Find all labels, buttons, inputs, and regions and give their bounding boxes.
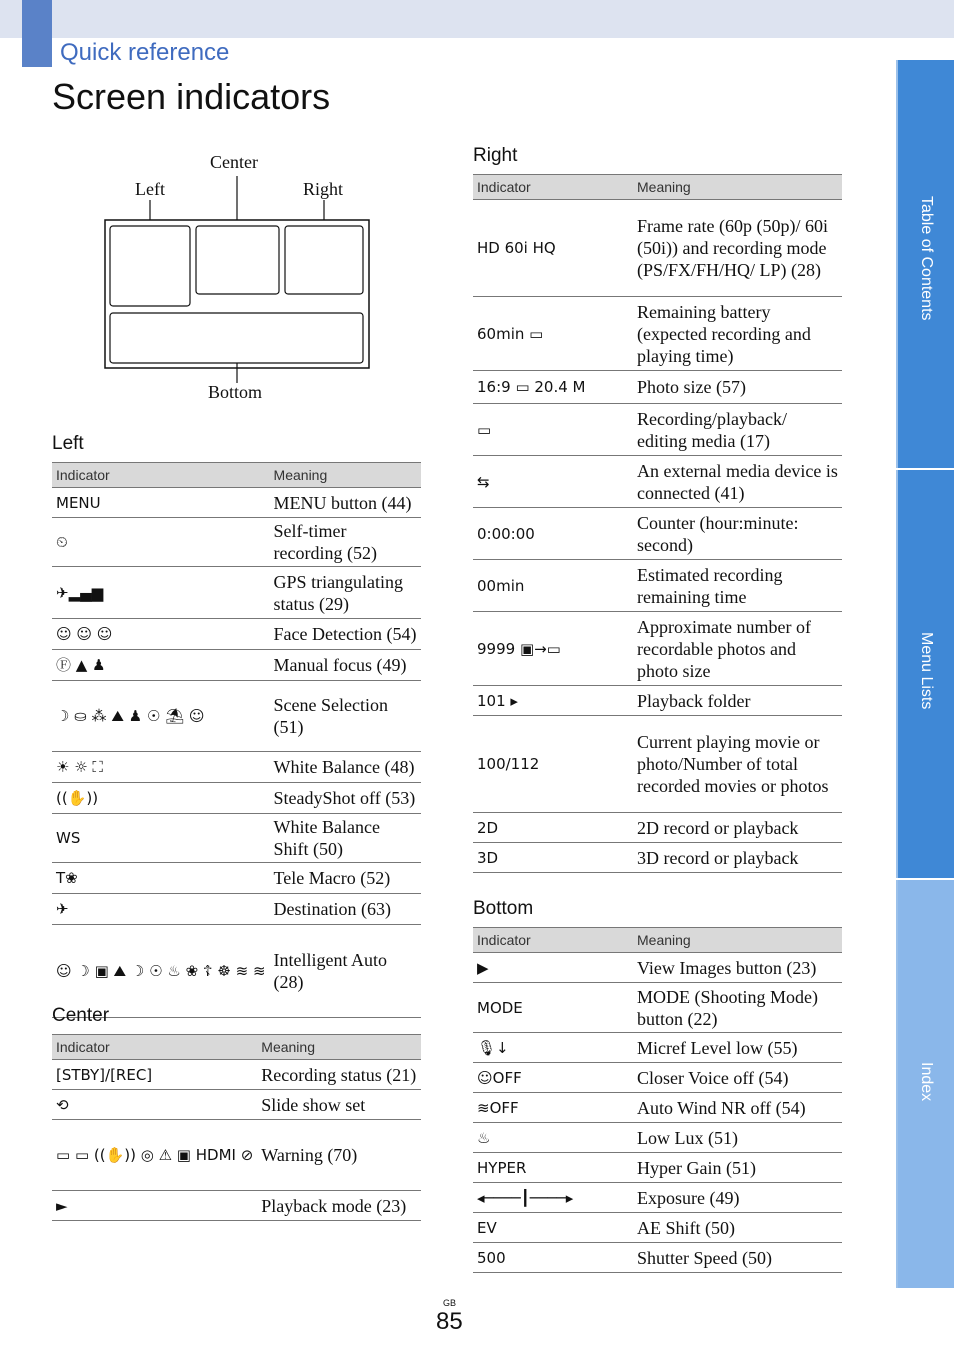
table-row: [52, 894, 421, 925]
indicator-meaning: Face Detection (54): [270, 619, 421, 650]
indicator-meaning: Auto Wind NR off (54): [633, 1093, 842, 1123]
indicator-icon: ☽ ⛀ ⁂ ⛰ ♟ ☉ ⛱ ☺: [52, 681, 270, 752]
table-row: [52, 1060, 421, 1090]
indicator-icon: [STBY]/[REC]: [52, 1060, 257, 1090]
region-code: GB: [443, 1298, 457, 1308]
indicator-icon: 60min ▭: [473, 297, 633, 371]
indicator-meaning: AE Shift (50): [633, 1213, 842, 1243]
table-row: [52, 518, 421, 567]
indicator-meaning: Photo size (57): [633, 371, 842, 404]
page-number: 85: [436, 1308, 463, 1335]
table-row: [52, 783, 421, 814]
table-row: [52, 863, 421, 894]
table-row: [473, 1123, 842, 1153]
tab-menu-lists[interactable]: [896, 470, 954, 878]
indicator-icon: WS: [52, 814, 270, 863]
indicator-icon: 🎙↓: [473, 1033, 633, 1063]
table-row: [473, 1183, 842, 1213]
table-row: [473, 983, 842, 1033]
indicator-meaning: Recording/playback/ editing media (17): [633, 404, 842, 456]
diagram-right-label: Right: [303, 179, 344, 199]
table-row: [473, 686, 842, 716]
indicator-icon: EV: [473, 1213, 633, 1243]
meaning-column-header: Meaning: [270, 463, 421, 488]
indicator-icon: ≋OFF: [473, 1093, 633, 1123]
indicator-meaning: Hyper Gain (51): [633, 1153, 842, 1183]
indicator-icon: 3D: [473, 843, 633, 873]
table-row: [473, 843, 842, 873]
tab-index-label: Index: [918, 1062, 935, 1102]
table-row: [473, 404, 842, 456]
indicator-icon: 9999 ▣→▭: [473, 612, 633, 686]
table-row: [473, 456, 842, 508]
right-table-title: Right: [473, 145, 518, 166]
diagram-left-label: Left: [135, 179, 165, 199]
indicator-icon: ♨: [473, 1123, 633, 1153]
meaning-column-header: Meaning: [633, 175, 842, 200]
indicator-icon: ⇆: [473, 456, 633, 508]
indicator-icon: Ⓕ ▲ ♟: [52, 650, 270, 681]
indicator-meaning: 2D record or playback: [633, 813, 842, 843]
table-row: [473, 1033, 842, 1063]
indicator-meaning: Playback folder: [633, 686, 842, 716]
meaning-column-header: Meaning: [257, 1035, 421, 1060]
indicator-icon: ◂────┃────▸: [473, 1183, 633, 1213]
bottom-table-title: Bottom: [473, 898, 534, 919]
indicator-meaning: GPS triangulating status (29): [270, 567, 421, 619]
indicator-icon: ▭ ▭ ((✋)) ◎ ⚠ ▣ HDMI ⊘: [52, 1120, 257, 1191]
indicator-icon: 0:00:00: [473, 508, 633, 560]
indicator-icon: ☺ ☽ ▣ ⛰ ☽ ☉ ♨ ❀ ☦ ☸ ≋ ≋: [52, 925, 270, 1018]
indicator-meaning: Frame rate (60p (50p)/ 60i (50i)) and recording mode (PS/FX/FH/HQ/ LP) (28): [633, 200, 842, 297]
indicator-meaning: White Balance (48): [270, 752, 421, 783]
indicator-icon: ✈: [52, 894, 270, 925]
bottom-indicators-table: [473, 927, 842, 1273]
indicator-meaning: An external media device is connected (41): [633, 456, 842, 508]
indicator-meaning: MODE (Shooting Mode) button (22): [633, 983, 842, 1033]
page-title: Screen indicators: [52, 76, 331, 117]
indicator-icon: ☀ ☼ ⛶: [52, 752, 270, 783]
table-row: [473, 1063, 842, 1093]
table-row: [473, 560, 842, 612]
tab-table-of-contents-label: Table of Contents: [918, 196, 935, 321]
indicator-column-header: Indicator: [52, 1035, 257, 1060]
indicator-meaning: Counter (hour:minute: second): [633, 508, 842, 560]
indicator-column-header: Indicator: [473, 928, 633, 953]
indicator-icon: ✈▂▄▆: [52, 567, 270, 619]
table-row: [473, 716, 842, 813]
diagram-center-label: Center: [210, 152, 258, 172]
indicator-icon: 500: [473, 1243, 633, 1273]
indicator-meaning: Low Lux (51): [633, 1123, 842, 1153]
table-row: [473, 508, 842, 560]
table-row: [473, 1153, 842, 1183]
indicator-meaning: Recording status (21): [257, 1060, 421, 1090]
table-row: [473, 612, 842, 686]
indicator-icon: MODE: [473, 983, 633, 1033]
indicator-icon: MENU: [52, 488, 270, 518]
table-row: [473, 200, 842, 297]
left-table-title: Left: [52, 433, 84, 454]
screen-layout-diagram: [100, 170, 375, 385]
table-row: [52, 650, 421, 681]
indicator-meaning: Self-timer recording (52): [270, 518, 421, 567]
diagram-bottom-label: Bottom: [208, 382, 263, 402]
table-row: [52, 1090, 421, 1120]
header-bar: [0, 0, 954, 38]
indicator-icon: ▭: [473, 404, 633, 456]
indicator-icon: ⟲: [52, 1090, 257, 1120]
indicator-icon: ((✋)): [52, 783, 270, 814]
indicator-icon: ☺OFF: [473, 1063, 633, 1093]
indicator-column-header: Indicator: [52, 463, 270, 488]
tab-table-of-contents[interactable]: [896, 60, 954, 468]
indicator-meaning: SteadyShot off (53): [270, 783, 421, 814]
indicator-meaning: Scene Selection (51): [270, 681, 421, 752]
table-row: [52, 567, 421, 619]
indicator-meaning: Destination (63): [270, 894, 421, 925]
indicator-icon: T❀: [52, 863, 270, 894]
indicator-meaning: View Images button (23): [633, 953, 842, 983]
indicator-icon: 00min: [473, 560, 633, 612]
table-row: [52, 1191, 421, 1221]
indicator-meaning: Warning (70): [257, 1120, 421, 1191]
table-row: [52, 488, 421, 518]
table-row: [473, 371, 842, 404]
table-row: [473, 297, 842, 371]
table-row: [473, 953, 842, 983]
tab-menu-lists-label: Menu Lists: [918, 632, 935, 710]
table-row: [52, 681, 421, 752]
meaning-column-header: Meaning: [633, 928, 842, 953]
indicator-meaning: Shutter Speed (50): [633, 1243, 842, 1273]
table-row: [473, 1093, 842, 1123]
indicator-icon: 16:9 ▭ 20.4 M: [473, 371, 633, 404]
indicator-icon: ☺ ☺ ☺: [52, 619, 270, 650]
indicator-meaning: Tele Macro (52): [270, 863, 421, 894]
tab-index[interactable]: [896, 880, 954, 1288]
indicator-icon: HD 60i HQ: [473, 200, 633, 297]
indicator-meaning: Exposure (49): [633, 1183, 842, 1213]
table-row: [52, 925, 421, 1018]
indicator-meaning: MENU button (44): [270, 488, 421, 518]
indicator-icon: ⏲: [52, 518, 270, 567]
indicator-meaning: Slide show set: [257, 1090, 421, 1120]
table-row: [52, 814, 421, 863]
table-row: [52, 619, 421, 650]
section-label: Quick reference: [60, 39, 230, 66]
table-row: [52, 1120, 421, 1191]
indicator-meaning: Micref Level low (55): [633, 1033, 842, 1063]
indicator-meaning: Remaining battery (expected recording and playing time): [633, 297, 842, 371]
indicator-column-header: Indicator: [473, 175, 633, 200]
right-indicators-table: [473, 174, 842, 873]
center-indicators-table: [52, 1034, 421, 1221]
indicator-icon: ▶: [473, 953, 633, 983]
indicator-meaning: Closer Voice off (54): [633, 1063, 842, 1093]
center-table-title: Center: [52, 1005, 110, 1026]
indicator-meaning: White Balance Shift (50): [270, 814, 421, 863]
indicator-meaning: Current playing movie or photo/Number of total recorded movies or photos: [633, 716, 842, 813]
header-accent: [22, 0, 52, 67]
table-row: [52, 752, 421, 783]
table-row: [473, 1243, 842, 1273]
indicator-meaning: Intelligent Auto (28): [270, 925, 421, 1018]
indicator-meaning: 3D record or playback: [633, 843, 842, 873]
indicator-meaning: Manual focus (49): [270, 650, 421, 681]
left-indicators-table: [52, 462, 421, 1018]
indicator-icon: 2D: [473, 813, 633, 843]
indicator-meaning: Approximate number of recordable photos and photo size: [633, 612, 842, 686]
table-row: [473, 1213, 842, 1243]
indicator-meaning: Playback mode (23): [257, 1191, 421, 1221]
indicator-icon: 101 ▸: [473, 686, 633, 716]
table-row: [473, 813, 842, 843]
indicator-meaning: Estimated recording remaining time: [633, 560, 842, 612]
indicator-icon: ►: [52, 1191, 257, 1221]
indicator-icon: HYPER: [473, 1153, 633, 1183]
indicator-icon: 100/112: [473, 716, 633, 813]
